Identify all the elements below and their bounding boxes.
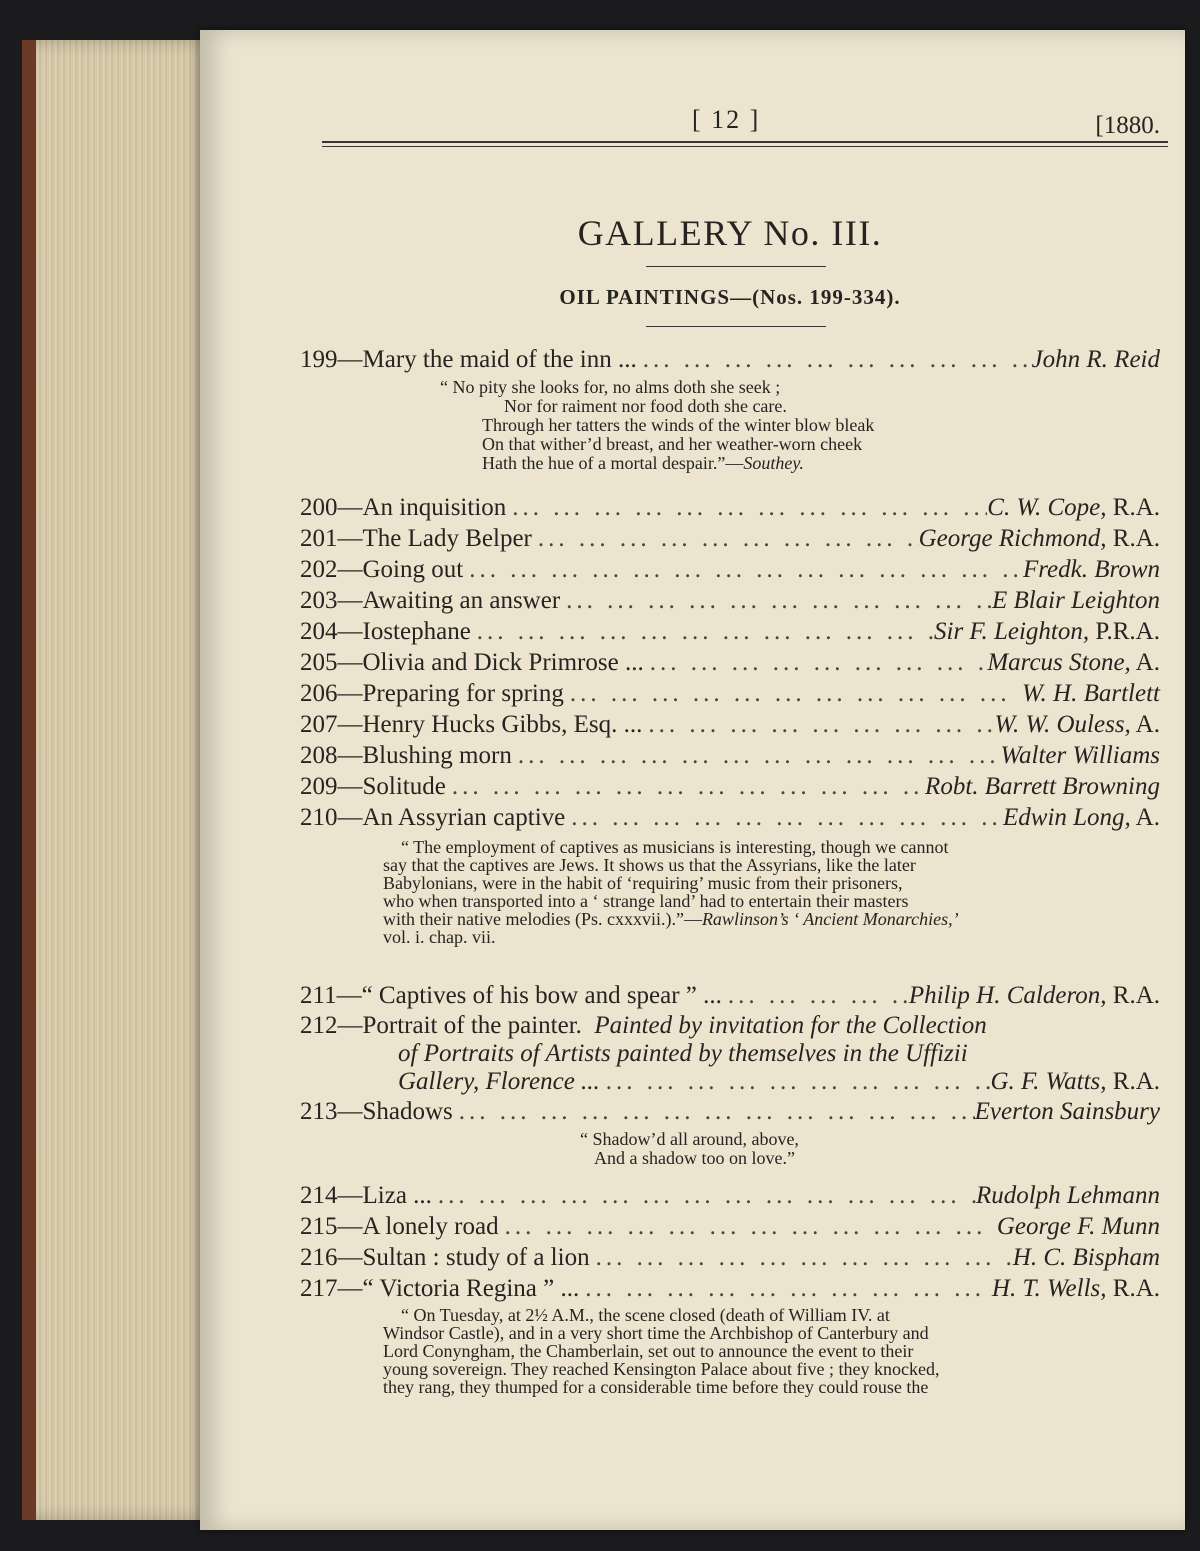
dot-leader (600, 1068, 991, 1096)
entry-title: Blushing morn (362, 742, 512, 769)
entry-artist: John R. Reid (1031, 346, 1160, 373)
entry-number: 213— (300, 1098, 363, 1125)
dot-leader (512, 742, 1001, 770)
entry-artist: Edwin Long, A. (1003, 804, 1160, 831)
entry-artist: H. C. Bispham (1012, 1244, 1160, 1271)
entry-artist: George F. Munn (996, 1213, 1160, 1240)
note-line: they rang, they thumped for a considerable time before they could rouse the (383, 1377, 929, 1397)
quote-213 (580, 1130, 799, 1168)
dot-leader (564, 680, 1022, 708)
entry-number: 214— (300, 1182, 363, 1209)
catalogue-entry-216 (300, 1244, 1160, 1276)
dot-leader (446, 773, 925, 801)
entry-title: Awaiting an answer (362, 587, 561, 614)
dot-leader (432, 1182, 976, 1210)
entry-title: Portrait of the painter. (362, 1012, 582, 1039)
catalogue-entry-208 (300, 742, 1160, 774)
entry-artist: Fredk. Brown (1022, 556, 1160, 583)
dot-leader (579, 1275, 992, 1303)
entry-title: Sultan : study of a lion (362, 1244, 590, 1271)
note-210 (383, 838, 1065, 946)
catalogue-entry-214 (300, 1182, 1160, 1214)
note-line: young sovereign. They reached Kensington Palace about five ; they knocked, (383, 1359, 940, 1379)
note-line: “ On Tuesday, at 2½ A.M., the scene closed (death of William IV. at (401, 1305, 890, 1325)
catalogue-entry-204 (300, 618, 1160, 650)
entry-number: 216— (300, 1244, 363, 1271)
note-217 (383, 1306, 1065, 1396)
entry-note: of Portraits of Artists painted by themselves in the Uffizii (398, 1040, 968, 1067)
note-line: vol. i. chap. vii. (383, 927, 496, 947)
entry-number: 212— (300, 1012, 363, 1039)
entry-artist: Everton Sainsbury (974, 1098, 1160, 1125)
catalogue-entry-215 (300, 1213, 1160, 1245)
entry-title: Iostephane (362, 618, 471, 645)
section-divider (646, 326, 826, 327)
dot-leader (644, 649, 988, 677)
entry-number: 205— (300, 649, 363, 676)
entry-title: Solitude (362, 773, 446, 800)
entry-title: Liza ... (362, 1182, 432, 1209)
page-number: [ 12 ] (692, 105, 761, 134)
catalogue-entry-202 (300, 556, 1160, 588)
catalogue-entry-213 (300, 1098, 1160, 1130)
title-divider (646, 266, 826, 267)
entry-artist: Walter Williams (1000, 742, 1160, 769)
entry-title: An inquisition (362, 494, 507, 521)
entry-number: 199— (300, 346, 363, 373)
entry-title: Mary the maid of the inn ... (362, 346, 637, 373)
note-line: Babylonians, were in the habit of ‘requiring’ music from their prisoners, (383, 873, 903, 893)
entry-title: An Assyrian captive (362, 804, 566, 831)
catalogue-entry-212 (300, 1012, 1160, 1068)
entry-title: A lonely road (362, 1213, 499, 1240)
entry-number: 203— (300, 587, 363, 614)
dot-leader (499, 1213, 997, 1241)
catalogue-entry-206 (300, 680, 1160, 712)
entry-artist: E Blair Leighton (991, 587, 1160, 614)
entry-number: 208— (300, 742, 363, 769)
entry-number: 206— (300, 680, 363, 707)
entry-artist: W. W. Ouless, A. (994, 711, 1160, 738)
entry-number: 202— (300, 556, 363, 583)
entry-number: 209— (300, 773, 363, 800)
quote-line: Hath the hue of a mortal despair.”—Southey. (482, 453, 804, 473)
entry-artist: Rudolph Lehmann (975, 1182, 1160, 1209)
entry-artist: Robt. Barrett Browning (925, 773, 1160, 800)
entry-artist: Philip H. Calderon, R.A. (908, 982, 1160, 1009)
entry-artist: Marcus Stone, A. (987, 649, 1160, 676)
page-year: [1880. (1095, 112, 1160, 139)
gallery-title: GALLERY No. III. (577, 213, 883, 253)
entry-number: 217— (300, 1275, 363, 1302)
entry-note: Painted by invitation for the Collection (594, 1012, 987, 1039)
entry-title: Preparing for spring (362, 680, 564, 707)
catalogue-entry-209 (300, 773, 1160, 805)
entry-number: 201— (300, 525, 363, 552)
dot-leader (637, 346, 1032, 374)
catalogue-entry-210 (300, 804, 1160, 836)
dot-leader (560, 587, 992, 615)
entry-number: 207— (300, 711, 363, 738)
entry-title: The Lady Belper (362, 525, 532, 552)
entry-title: Henry Hucks Gibbs, Esq. ... (362, 711, 643, 738)
quote-line: And a shadow too on love.” (594, 1148, 795, 1168)
note-line: say that the captives are Jews. It shows us that the Assyrians, like the later (383, 855, 916, 875)
dot-leader (722, 982, 909, 1010)
quote-line: “ Shadow’d all around, above, (580, 1129, 799, 1149)
section-title: OIL PAINTINGS—(Nos. 199-334). (559, 285, 901, 309)
quote-199 (440, 378, 874, 473)
quote-line: Through her tatters the winds of the winter blow bleak (482, 415, 875, 435)
entry-title: “ Captives of his bow and spear ” ... (361, 982, 722, 1009)
entry-artist: H. T. Wells, R.A. (991, 1275, 1160, 1302)
entry-artist: George Richmond, R.A. (918, 525, 1160, 552)
page-header (320, 100, 1170, 140)
catalogue-entry-199 (300, 346, 1160, 378)
header-rule (322, 141, 1168, 143)
catalogue-entry-217 (300, 1275, 1160, 1307)
catalogue-entry-212-final-line (300, 1068, 1160, 1100)
catalogue-entry-203 (300, 587, 1160, 619)
dot-leader (463, 556, 1023, 584)
catalogue-entry-205 (300, 649, 1160, 681)
book-page-edges (22, 40, 216, 1520)
catalogue-entry-201 (300, 525, 1160, 557)
entry-number: 204— (300, 618, 363, 645)
dot-leader (453, 1098, 975, 1126)
entry-number: 200— (300, 494, 363, 521)
entry-title: Olivia and Dick Primrose ... (362, 649, 644, 676)
header-rule-thin (322, 146, 1168, 147)
catalogue-entry-211 (300, 982, 1160, 1014)
catalogue-entry-200 (300, 494, 1160, 526)
note-line: “ The employment of captives as musicians is interesting, though we cannot (401, 837, 949, 857)
entry-number: 215— (300, 1213, 363, 1240)
entry-artist: Sir F. Leighton, P.R.A. (934, 618, 1160, 645)
dot-leader (642, 711, 994, 739)
entry-title: “ Victoria Regina ” ... (362, 1275, 580, 1302)
catalogue-entry-207 (300, 711, 1160, 743)
entry-title: Shadows (362, 1098, 453, 1125)
quote-line: Nor for raiment nor food doth she care. (504, 396, 787, 416)
entry-artist: G. F. Watts, R.A. (990, 1068, 1160, 1095)
entry-number: 210— (300, 804, 363, 831)
entry-number: 211— (300, 982, 362, 1009)
note-line: with their native melodies (Ps. cxxxvii.).”—Rawlinson’s ‘ Ancient Monarchies,’ (383, 909, 959, 929)
quote-line: “ No pity she looks for, no alms doth she seek ; (440, 377, 781, 397)
note-line: Lord Conyngham, the Chamberlain, set out to announce the event to their (383, 1341, 914, 1361)
quote-line: On that wither’d breast, and her weather-worn cheek (482, 434, 863, 454)
dot-leader (506, 494, 987, 522)
entry-note: Gallery, Florence ... (398, 1068, 600, 1095)
dot-leader (565, 804, 1003, 832)
dot-leader (471, 618, 934, 646)
entry-artist: C. W. Cope, R.A. (987, 494, 1160, 521)
entry-title: Going out (362, 556, 464, 583)
dot-leader (590, 1244, 1013, 1272)
note-line: Windsor Castle), and in a very short time the Archbishop of Canterbury and (383, 1323, 929, 1343)
entry-artist: W. H. Bartlett (1022, 680, 1160, 707)
dot-leader (532, 525, 919, 553)
note-line: who when transported into a ‘ strange land’ had to entertain their masters (383, 891, 909, 911)
